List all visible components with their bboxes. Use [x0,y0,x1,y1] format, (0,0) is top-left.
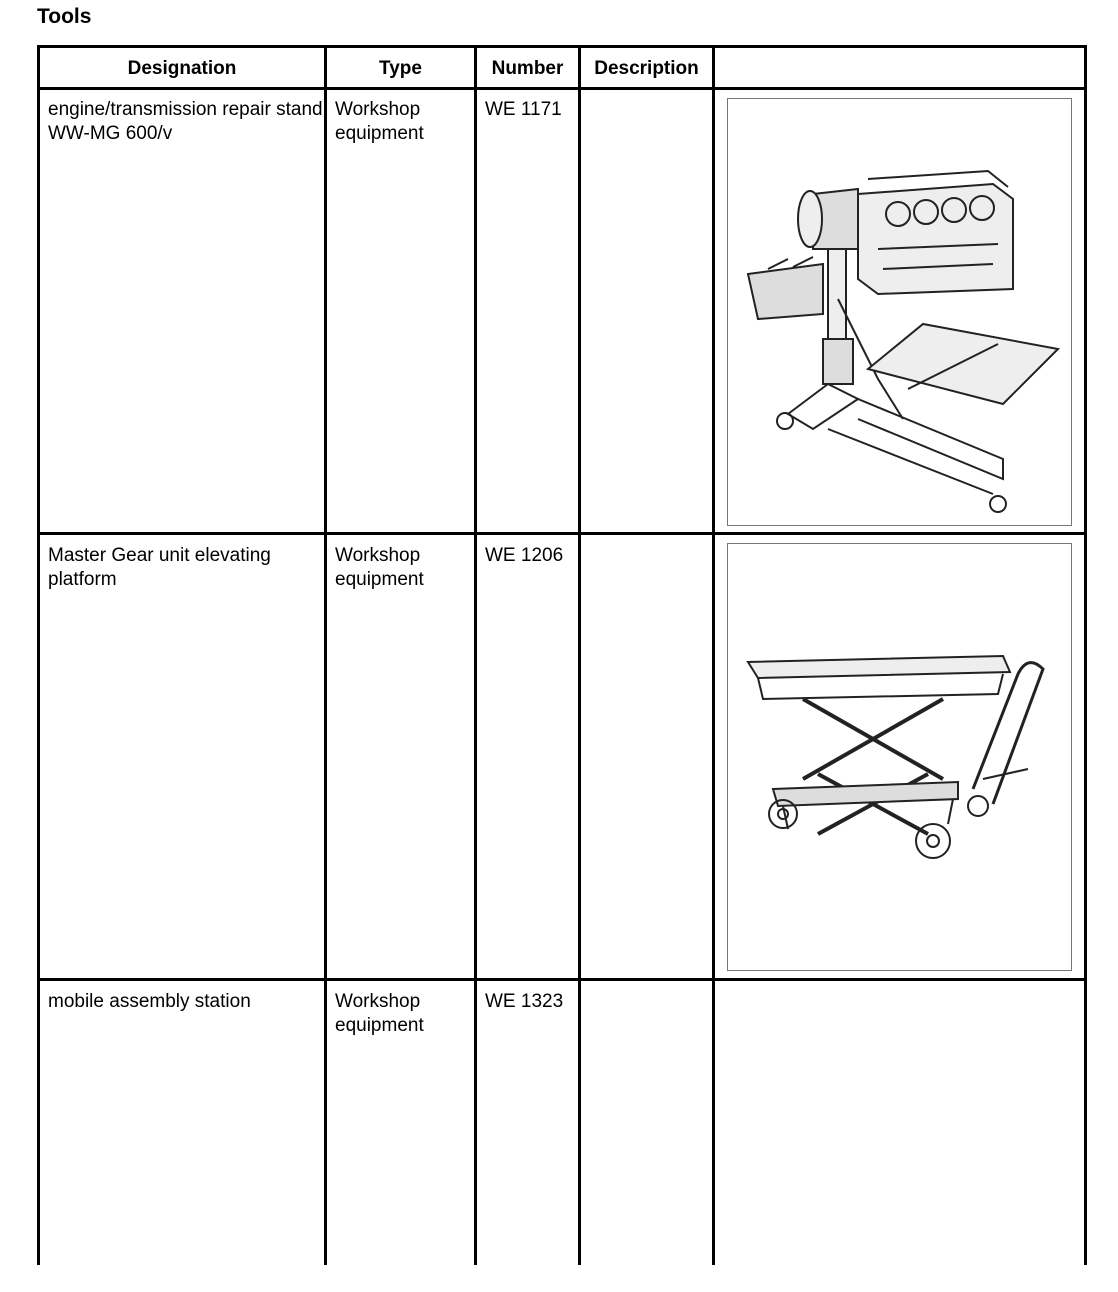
cell-number: WE 1323 [485,991,564,1012]
cell-number: WE 1171 [485,99,562,120]
row-divider [37,978,1087,981]
cell-designation: mobile assembly station [48,991,251,1012]
header-image [715,48,1084,90]
row-divider [37,532,1087,535]
elevating-platform-illustration [728,544,1071,970]
header-type: Type [379,58,422,79]
header-description: Description [594,58,699,79]
cell-type: Workshop equipment [335,545,424,590]
engine-repair-stand-image [727,98,1072,526]
page-title: Tools [37,5,92,28]
column-divider [712,45,715,1265]
cell-type: Workshop equipment [335,99,424,144]
elevating-platform-image [727,543,1072,971]
table-border-right [1084,45,1087,1265]
cell-designation: Master Gear unit elevating platform [48,545,271,590]
column-divider [578,45,581,1265]
tools-table [37,45,1087,1265]
cell-number: WE 1206 [485,545,564,566]
engine-repair-stand-illustration [728,99,1071,525]
column-divider [474,45,477,1265]
table-border-left [37,45,40,1265]
cell-type: Workshop equipment [335,991,424,1036]
column-divider [324,45,327,1265]
header-designation: Designation [127,58,237,79]
cell-designation: engine/transmission repair stand WW-MG 600/v [48,99,323,144]
header-number: Number [491,58,564,79]
